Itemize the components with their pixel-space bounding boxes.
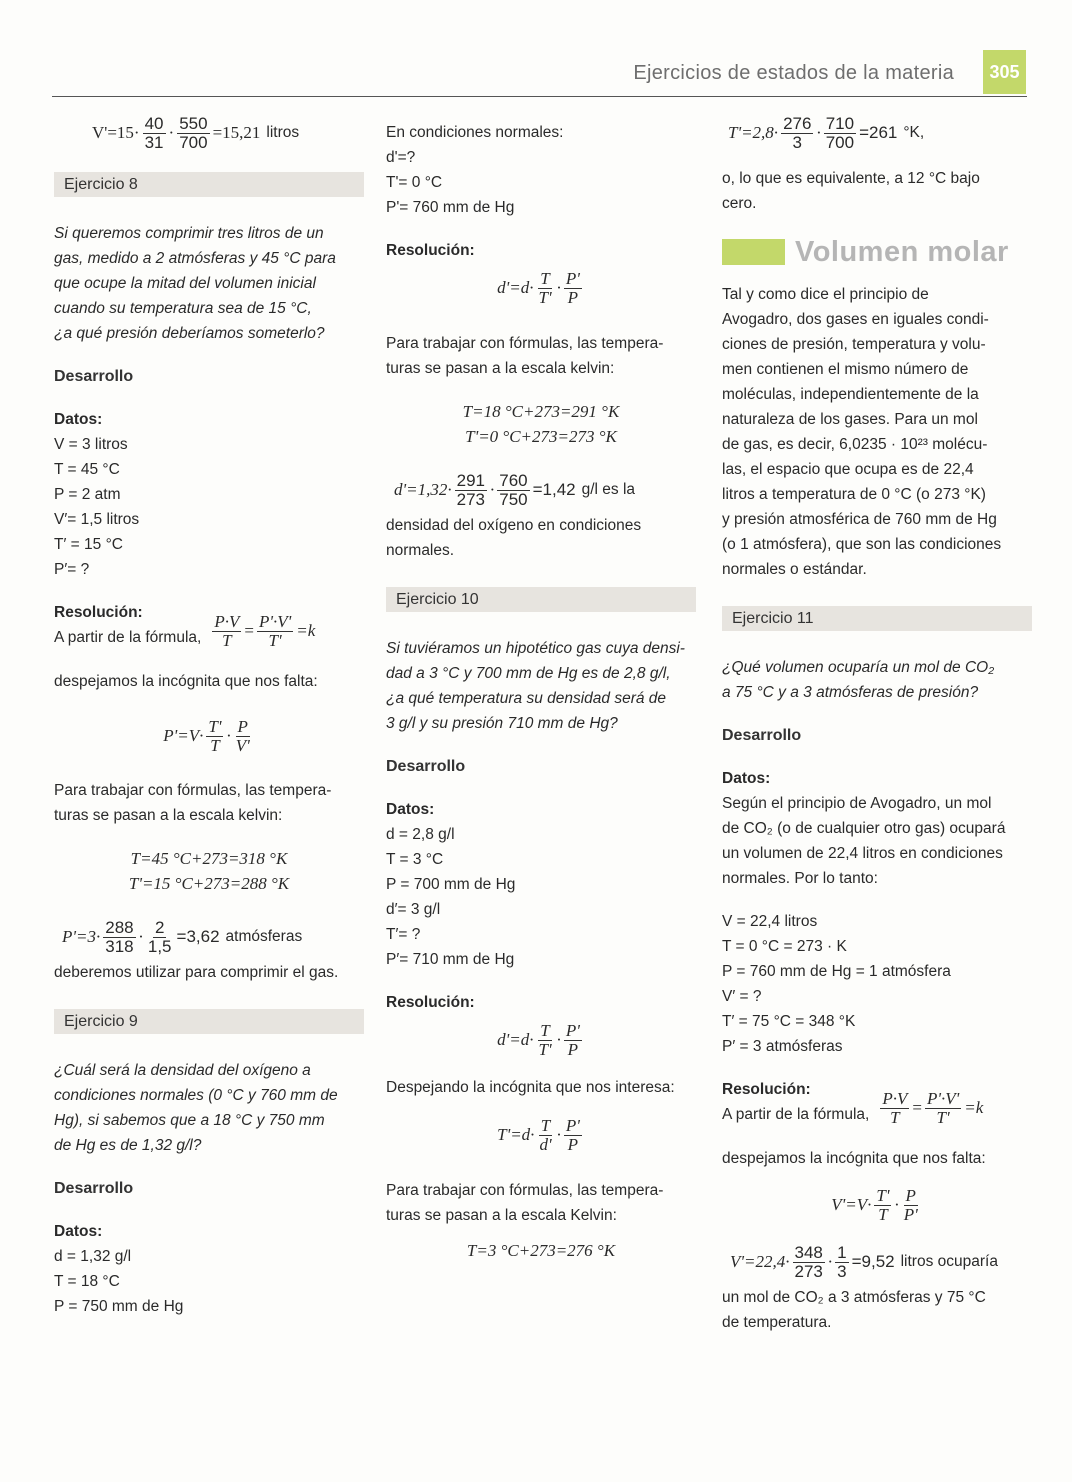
kelvin-t2: T'=15 °C+273=288 °K [128, 873, 290, 893]
exercise-11-data: V = 22,4 litros T = 0 °C = 273 · K P = 760 mm de Hg = 1 atmósfera V′ = ? T′ = 75 °C = 348 °K P′ = 3 atmósferas [722, 913, 951, 1055]
resolucion-heading: Resolución: [54, 604, 143, 621]
equivalence-text: o, lo que es equivalente, a 12 °C bajo cero. [722, 170, 980, 212]
resolucion-heading: Resolución: [722, 1081, 811, 1098]
desarrollo-heading: Desarrollo [722, 727, 802, 744]
exercise-9-data: d = 1,32 g/l T = 18 °C P = 750 mm de Hg [54, 1248, 184, 1315]
exercise-11-conclusion: un mol de CO₂ a 3 atmósferas y 75 °C de temperatura. [722, 1289, 986, 1331]
column-2 [386, 110, 696, 1263]
desarrollo-heading: Desarrollo [54, 368, 134, 385]
temperature-calc: T'=2,8· $\frac{276}{3}$ · $\frac{710}{700}$ =261 °K, [728, 113, 925, 152]
exercise-10-question: Si tuviéramos un hipotético gas cuya densi- dad a 3 °C y 700 mm de Hg es de 2,8 g/l, ¿a qué temperatura su densidad será de 3 g/l y su presión 710 mm de Hg? [386, 640, 685, 732]
header-rule [52, 96, 1027, 97]
exercise-9-question: ¿Cuál será la densidad del oxígeno a condiciones normales (0 °C y 760 mm de Hg), si sabemos que a 18 °C y 750 mm de Hg es de 1,32 g/l? [54, 1062, 338, 1154]
despejando-text: Despejando la incógnita que nos interesa: [386, 1079, 675, 1096]
datos-heading: Datos: [722, 770, 771, 787]
kelvin-t1: T=45 °C+273=318 °K [130, 848, 288, 868]
section-title: Volumen molar [795, 235, 1009, 268]
kelvin-t1: T=18 °C+273=291 °K [462, 401, 620, 421]
kelvin-explanation: Para trabajar con fórmulas, las tempera- turas se pasan a la escala kelvin: [54, 782, 332, 824]
pressure-formula: P'=V· $\frac{T'}{T}$ · $\frac{P}{V'}$ [163, 716, 250, 755]
volume-formula: V'=V· $\frac{T'}{T}$ · $\frac{P}{P'}$ [831, 1185, 918, 1224]
pressure-calc: P'=3· $\frac{288}{318}$ · $\frac{2}{1,5}$ =3,62 atmósferas [62, 917, 303, 956]
despejamos-text: despejamos la incógnita que nos falta: [54, 673, 318, 690]
column-1 [54, 110, 364, 1319]
exercise-8-title: Ejercicio 8 [54, 172, 364, 197]
desarrollo-heading: Desarrollo [54, 1180, 134, 1197]
exercise-11-question: ¿Qué volumen ocuparía un mol de CO₂ a 75 °C y a 3 atmósferas de presión? [722, 659, 995, 701]
exercise-10-title: Ejercicio 10 [386, 587, 696, 612]
kelvin-explanation: Para trabajar con fórmulas, las tempera- turas se pasan a la escala kelvin: [386, 335, 664, 377]
avogadro-text: Según el principio de Avogadro, un mol de CO₂ (o de cualquier otro gas) ocupará un volumen de 22,4 litros en condiciones normales. Por lo tanto: [722, 795, 1006, 887]
datos-heading: Datos: [54, 1223, 103, 1240]
exercise-11-title: Ejercicio 11 [722, 606, 1032, 631]
gas-law-formula: $\frac{P\cdot V}{T}$ = $\frac{P'\cdot V'}{T'}$ =k [214, 611, 316, 650]
density-formula-2: d'=d· $\frac{T}{T'}$ · $\frac{P'}{P}$ [497, 1020, 580, 1059]
kelvin-t2: T'=0 °C+273=273 °K [465, 426, 617, 446]
resolucion-heading: Resolución: [386, 242, 475, 259]
despejamos-text: despejamos la incógnita que nos falta: [722, 1150, 986, 1167]
desarrollo-heading: Desarrollo [386, 758, 466, 775]
section-heading [722, 232, 1032, 272]
gas-law-line: A partir de la fórmula, $\frac{P\cdot V}{T}$ = $\frac{P'\cdot V'}{T'}$ =k [54, 611, 316, 650]
molar-volume-text: Tal y como dice el principio de Avogadro, dos gases en iguales condi- ciones de presión, temperatura y volu- men contienen el mismo número de moléculas, independientemente de la naturaleza de los gases. Para un mol de gas, es decir, 6,0235 · 10²³ molécu- las, el espacio que ocupa es de 22,4 litros a temperatura de 0 °C (o 273 °K) y presión atmosférica de 760 mm de Hg (o 1 atmósfera), que son las condiciones normales o estándar. [722, 286, 1002, 578]
resolucion-heading: Resolución: [386, 994, 475, 1011]
density-calc: d'=1,32· $\frac{291}{273}$ · $\frac{760}{750}$ =1,42 g/l es la [394, 470, 636, 509]
exercise-9-title: Ejercicio 9 [54, 1009, 364, 1034]
datos-heading: Datos: [386, 801, 435, 818]
density-formula: d'=d· $\frac{T}{T'}$ · $\frac{P'}{P}$ [497, 268, 580, 307]
volume-calc: V'=22,4· $\frac{348}{273}$ · $\frac{1}{3}$ =9,52 litros ocuparía [730, 1242, 998, 1281]
column-3 [722, 110, 1032, 1335]
volume-result-formula: V'=15· $\frac{40}{31}$ · $\frac{550}{700}$ =15,21 litros [92, 113, 300, 152]
exercise-8-question: Si queremos comprimir tres litros de un gas, medido a 2 atmósferas y 45 °C para que ocupe la mitad del volumen inicial cuando su temperatura sea de 15 °C, ¿a qué presión deberíamos someterlo? [54, 225, 336, 342]
exercise-8-data: V = 3 litros T = 45 °C P = 2 atm V′= 1,5 litros T′ = 15 °C P′= ? [54, 436, 140, 578]
exercise-10-data: d = 2,8 g/l T = 3 °C P = 700 mm de Hg d′= 3 g/l T′= ? P′= 710 mm de Hg [386, 826, 516, 968]
density-conclusion: densidad del oxígeno en condiciones normales. [386, 517, 642, 559]
normal-conditions-data: d'=? T'= 0 °C P'= 760 mm de Hg [386, 149, 515, 216]
temperature-formula: T'=d· $\frac{T}{d'}$ · $\frac{P'}{P}$ [497, 1115, 580, 1154]
datos-heading: Datos: [54, 411, 103, 428]
page-number: 305 [983, 50, 1026, 94]
exercise-8-conclusion: deberemos utilizar para comprimir el gas. [54, 964, 339, 981]
running-header: Ejercicios de estados de la materia [633, 62, 954, 84]
gas-law-formula: $\frac{P\cdot V}{T}$ = $\frac{P'\cdot V'}{T'}$ =k [882, 1088, 984, 1127]
section-marker [722, 239, 785, 265]
kelvin-t1: T=3 °C+273=276 °K [466, 1240, 616, 1260]
gas-law-line: A partir de la fórmula, $\frac{P\cdot V}{T}$ = $\frac{P'\cdot V'}{T'}$ =k [722, 1088, 984, 1127]
normal-conditions-label: En condiciones normales: [386, 124, 564, 141]
kelvin-explanation: Para trabajar con fórmulas, las tempera- turas se pasan a la escala Kelvin: [386, 1182, 664, 1224]
